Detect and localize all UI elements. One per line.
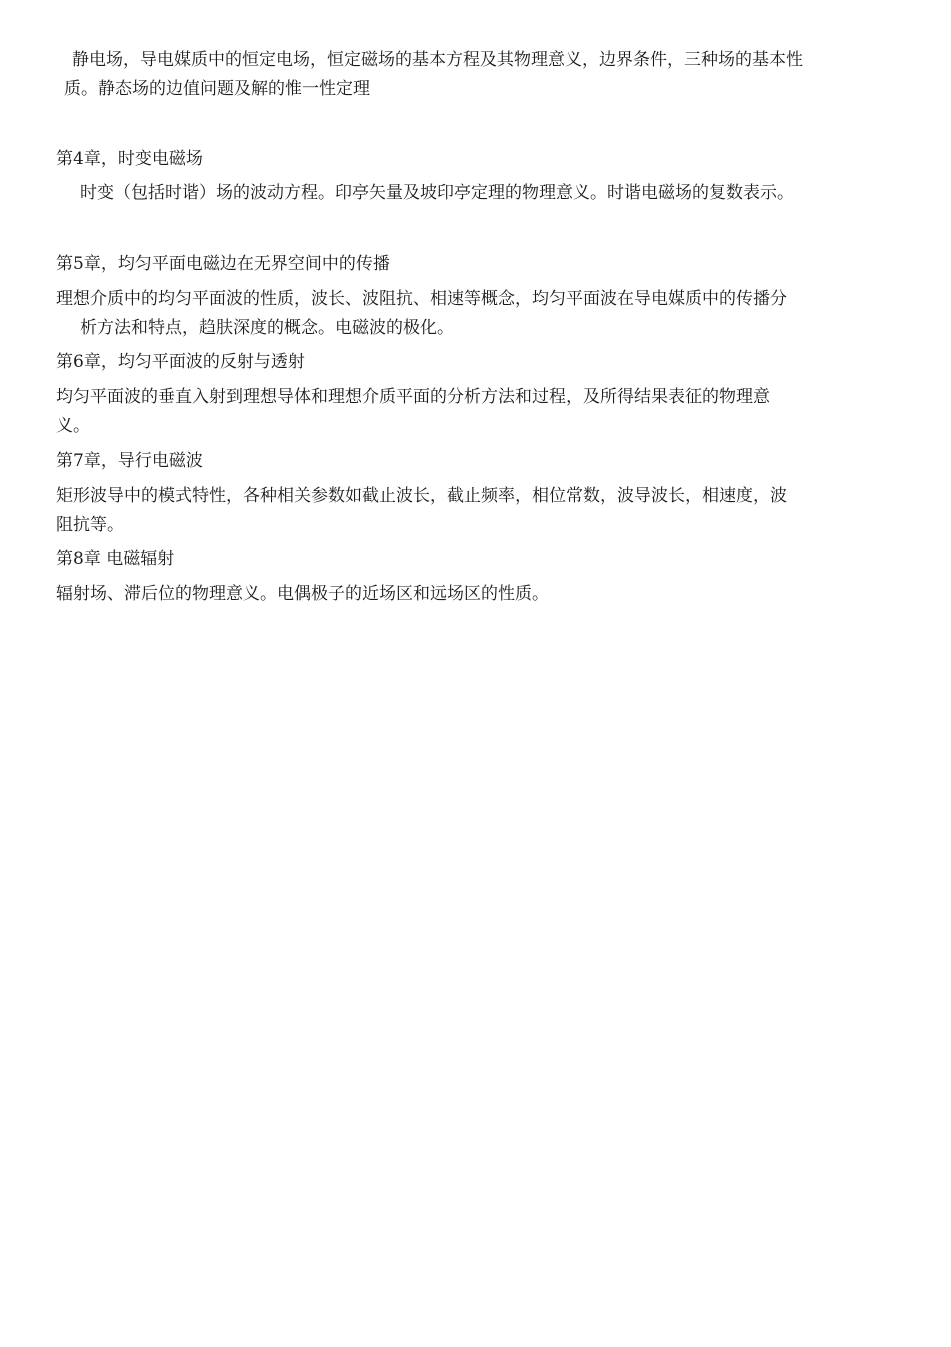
chapter-5-line-2: 析方法和特点，趋肤深度的概念。电磁波的极化。	[80, 318, 454, 338]
chapter-4-line-1: 时变（包括时谐）场的波动方程。印亭矢量及坡印亭定理的物理意义。时谐电磁场的复数表示。	[80, 183, 794, 203]
chapter-7-line-2: 阻抗等。	[56, 515, 124, 535]
chapter-8-heading: 第8章 电磁辐射	[56, 549, 175, 569]
chapter-6-line-1: 均匀平面波的垂直入射到理想导体和理想介质平面的分析方法和过程，及所得结果表征的物理意	[56, 387, 770, 407]
intro-line-1: 静电场，导电媒质中的恒定电场，恒定磁场的基本方程及其物理意义，边界条件，三种场的基本性	[72, 50, 803, 70]
chapter-5-line-1: 理想介质中的均匀平面波的性质，波长、波阻抗、相速等概念，均匀平面波在导电媒质中的传播分	[56, 289, 787, 309]
chapter-4-heading: 第4章，时变电磁场	[56, 149, 203, 169]
chapter-7-line-1: 矩形波导中的模式特性，各种相关参数如截止波长，截止频率，相位常数，波导波长，相速度，波	[56, 486, 787, 506]
chapter-8-line-1: 辐射场、滞后位的物理意义。电偶极子的近场区和远场区的性质。	[56, 584, 549, 604]
chapter-6-heading: 第6章，均匀平面波的反射与透射	[56, 352, 305, 372]
chapter-7-heading: 第7章，导行电磁波	[56, 451, 203, 471]
intro-line-2: 质。静态场的边值问题及解的惟一性定理	[64, 79, 370, 99]
chapter-6-line-2: 义。	[56, 416, 90, 436]
chapter-5-heading: 第5章，均匀平面电磁边在无界空间中的传播	[56, 254, 390, 274]
